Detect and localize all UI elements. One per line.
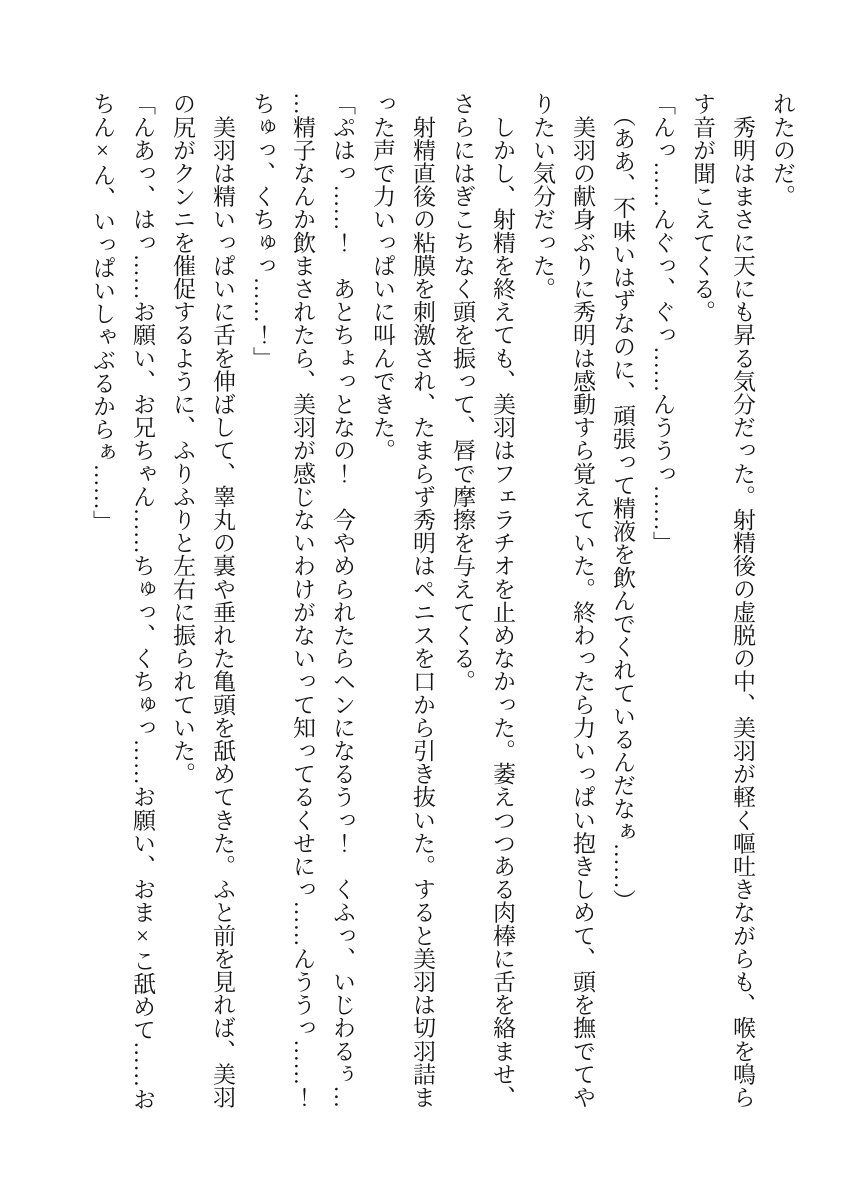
text-line: …精子なんか飲まされたら、美羽が感じないわけがないって知ってるくせにっ……んううっ……！ (290, 92, 315, 1109)
text-line: 美羽の献身ぶりに秀明は感動すら覚えていた。終わったら力いっぱい抱きしめて、頭を撫でてや (570, 92, 595, 1109)
text-line: 美羽は精いっぱいに舌を伸ばして、睾丸の裏や垂れた亀頭を舐めてきた。ふと前を見れば、美羽 (210, 92, 235, 1109)
text-line: りたい気分だった。 (530, 92, 555, 300)
text-line: しかし、射精を終えても、美羽はフェラチオを止めなかった。萎えつつある肉棒に舌を絡ませ、 (490, 92, 515, 1109)
text-line: った声で力いっぱいに叫んできた。 (370, 92, 395, 462)
text-line: 「ぷはっ……！ あとちょっとなの！ 今やめられたらヘンになるうっ！ くふっ、いじわるぅ… (330, 92, 355, 1109)
text-line: 「んっ……んぐっ、ぐっ……んううっ……」 (650, 92, 675, 554)
text-line: ちゅっ、くちゅっ……！」 (250, 92, 275, 370)
text-line: の尻がクンニを催促するように、ふりふりと左右に振られていた。 (170, 92, 195, 785)
text-line: ちん×ん、いっぱいしゃぶるからぁ……」 (90, 92, 115, 533)
text-line: 射精直後の粘膜を刺激され、たまらず秀明はペニスを口から引き抜いた。すると美羽は切羽詰ま (410, 92, 435, 1109)
text-line: 「んあっ、はっ……お願い、お兄ちゃん……ちゅっ、くちゅっ……お願い、おま×こ舐めて……お (130, 92, 155, 1111)
text-line: す音が聞こえてくる。 (690, 92, 715, 323)
page-text (82, 92, 802, 1114)
text-line: さらにはぎこちなく頭を振って、唇で摩擦を与えてくる。 (450, 92, 475, 693)
text-line: れたのだ。 (770, 92, 795, 208)
text-line: 秀明はまさに天にも昇る気分だった。射精後の虚脱の中、美羽が軽く嘔吐きながらも、喉を鳴ら (730, 92, 755, 1109)
text-line: （ああ、不味いはずなのに、頑張って精液を飲んでくれているんだなぁ……） (610, 92, 635, 913)
